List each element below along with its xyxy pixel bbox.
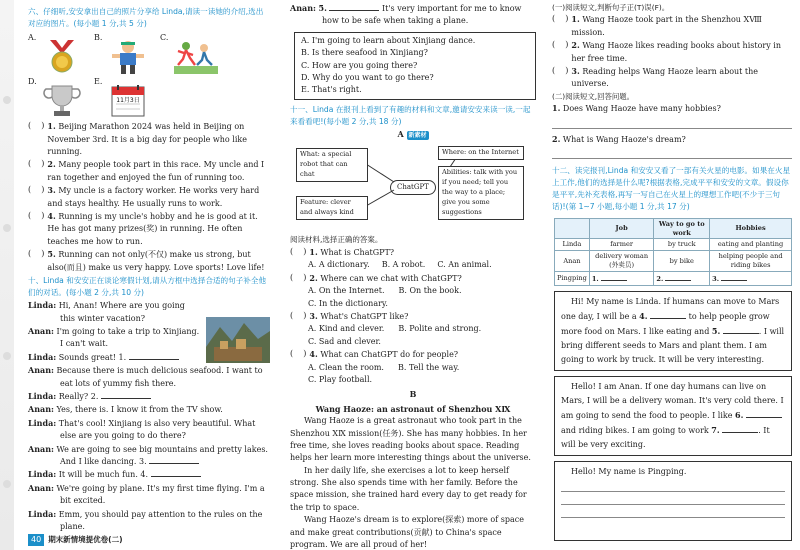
tf-item: ( ) 1. Wang Haoze took part in the Shenzhou ⅩⅧ mission. [552,14,762,37]
writing-line[interactable] [561,492,785,505]
list-item: ( ) 2. Many people took part in this race. My uncle and I ran together and enjoyed the fun of running too. [28,159,265,182]
answer-blank[interactable] [329,3,379,11]
table-row: Linda farmer by truck eating and planting [555,239,792,251]
middle-column [284,0,542,550]
xinjiang-photo [206,317,270,363]
tf-item: ( ) 3. Reading helps Wang Haoze learn about the universe. [552,66,759,89]
picture-a: A. [28,32,94,76]
part-a-label: A 新素材 [397,129,427,140]
section11-heading: 十一、Linda 在报刊上看到了有趣的材料和文章,邀请安安来读一读,一起来看看吧!(每小题 2 分,共 18 分) [290,104,531,126]
article-paragraph: Wang Haoze's dream is to explore(探索) more of space and make great contributions(贡献) to China's space program. We are all proud of her! [290,515,524,550]
question: ( ) 2. Where can we chat with ChatGPT? A. On the Internet. B. On the book. C. In the dictionary. [290,272,462,308]
table-header-row: Job Way to go to work Hobbies [555,218,792,239]
qa-item: 2. What is Wang Haoze's dream? [552,133,686,144]
picture-b: B. [94,32,160,76]
answer-blank[interactable] [151,469,201,477]
answer-blank[interactable] [650,311,686,319]
writing-line[interactable] [561,505,785,518]
section10-heading: 十、Linda 和安安正在谈论寒假计划,请从方框中选择合适的句子补全他们的对话。(每小题 2 分,共 10 分) [28,275,267,298]
dialogue-line: Linda: That's cool! Xinjiang is also very beautiful. What else are you going to do there? [28,417,256,441]
mars-jobs-table [554,218,792,286]
answer-blank[interactable] [722,425,758,433]
choice-questions [290,246,536,386]
answer-blank[interactable] [723,326,759,334]
options-box [294,32,536,100]
mind-map [290,142,536,232]
question: ( ) 4. What can ChatGPT do for people? A. Clean the room. B. Tell the way. C. Play football. [290,349,460,384]
runners-icon [174,40,218,74]
reading-instruction: 阅读材料,选择正确的答案。 [290,235,383,245]
option-item: E. That's right. [301,85,362,95]
answer-blank[interactable] [601,273,627,281]
left-column [0,0,280,550]
linda-letter: Hi! My name is Linda. If humans can move to Mars one day, I will be a 4. to help people grow more food on Mars. I like eating and 5. . I will bring different seeds to Mars and plant them. I am going to work by truck. It will be very interesting. [554,291,792,371]
svg-text:11月3日: 11月3日 [116,97,140,105]
dialogue-line: Anan: Yes, there is. I know it from the TV show. [28,404,223,415]
picture-c: C. [160,32,226,76]
qa-heading: (二)阅读短文,回答问题。 [552,91,635,101]
list-item: ( ) 3. My uncle is a factory worker. He works very hard and stays healthy. He usually runs to work. [28,185,260,208]
option-item: A. I'm going to learn about Xinjiang dance. [301,35,476,45]
answer-line[interactable] [552,146,792,159]
table-row: Anan delivery woman (外卖员) by bike helping people and riding bikes [555,251,792,272]
dialogue-line: Linda: Sounds great! 1. [28,351,270,364]
writing-line[interactable] [561,479,785,492]
worker-icon [108,40,148,74]
dialogue-line: Anan: 5. It's very important for me to know how to be safe when taking a plane. [290,3,522,26]
page-number: 40 [28,534,44,546]
pingping-letter: Hello! My name is Pingping. [554,461,792,541]
question: ( ) 3. What's ChatGPT like? A. Kind and clever. B. Polite and strong. C. Sad and clever. [290,310,482,346]
anan-letter: Hello! I am Anan. If one day humans can live on Mars, I will be a delivery woman. It's very cold there. I am going to send the food to people. I like 6. and riding bikes. I am going to work 7. . It will be very exciting. [554,376,792,456]
picture-options [28,32,270,120]
mind-where: Where: on the Internet [438,146,524,160]
answer-blank[interactable] [101,391,151,399]
answer-blank[interactable] [721,273,747,281]
option-item: D. Why do you want to go there? [301,72,434,82]
answer-line[interactable] [552,116,792,129]
dialogue-line: Linda: It will be much fun. 4. [28,468,270,481]
article-paragraph: Wang Haoze is a great astronaut who took part in the Shenzhou ⅩⅨ mission(任务). She has many hobbies. In her free time, she loves reading books about space. Reading helps her learn more interesting things about the universe. [290,416,531,463]
dialogue-line: Anan: Because there is much delicious seafood. I want to eat lots of yummy fish there. [28,365,263,388]
list-item: ( ) 4. Running is my uncle's hobby and he is good at it. He has got many prizes(奖) in running. He often teaches me how to run. [28,211,258,246]
article-title: Wang Haoze: an astronaut of Shenzhou ⅩⅨ [315,403,511,414]
table-row: Pingping 1. 2. 3. [555,272,792,286]
mind-feature: Feature: clever and always kind [296,196,368,220]
page-footer [28,534,123,546]
calendar-icon [108,84,148,118]
answer-blank[interactable] [665,273,691,281]
answer-blank[interactable] [149,456,199,464]
mind-center: ChatGPT [390,180,436,195]
dialogue [28,299,270,533]
part-b-label: B [409,389,417,400]
dialogue-line: Linda: Really? 2. [28,390,270,403]
tf-heading: (一)阅读短文,判断句子正(T)误(F)。 [552,3,670,12]
picture-e: E. 11月3日 [94,76,160,120]
trophy-icon [42,84,82,118]
option-item: C. How are you going there? [301,60,418,70]
answer-blank[interactable] [746,410,782,418]
right-column [546,0,800,550]
new-material-tag: 新素材 [408,132,427,140]
option-item: B. Is there seafood in Xinjiang? [301,48,428,58]
list-item: ( ) 5. Running can not only(不仅) make us strong, but also(而且) make us very happy. Love sports! Love life! [28,249,265,272]
article-paragraph: In her daily life, she exercises a lot to keep herself strong. She also spends time with her family. Before the space mission, she trained hard every day to get ready for the trip to space. [290,465,527,512]
dialogue-line: Linda: Emm, you should pay attention to the rules on the plane. [28,508,263,531]
picture-d: D. [28,76,94,120]
mind-what: What: a special robot that can chat [296,148,368,182]
dialogue-line: Anan: We are going to see big mountains and pretty lakes. And I like dancing. 3. [28,443,268,466]
footer-title: 期末新情境提优卷(二) [48,534,123,544]
dialogue-line: Linda: Hi, Anan! Where are you going this winter vacation? [28,300,185,323]
answer-blank[interactable] [129,352,179,360]
tf-item: ( ) 2. Wang Haoze likes reading books about history in her free time. [552,40,781,63]
section6-heading: 六、仔细听,安安拿出自己的照片分享给 Linda,请读一读她的介绍,选出对应的图片。(每小题 1 分,共 5 分) [28,7,264,29]
list-item: ( ) 1. Beijing Marathon 2024 was held in Beijing on November 3rd. It is a big day for people who like running. [28,121,247,157]
dialogue-line: Anan: We're going by plane. It's my first time flying. I'm a bit excited. [28,482,265,506]
section12-heading: 十二、读完报刊,Linda 和安安又看了一部有关火星的电影。如果在火星上工作,他们的选择是什么呢?根据表格,完成平平和安安的文章。假设你是平平,先补充表格,再写一写自己在火星上的理想工作吧(不少于三句话)!(第 1~7 小题,每小题 1 分,共 17 分) [552,166,791,212]
section6-items [28,120,270,274]
medal-icon [42,40,82,74]
question: ( ) 1. What is ChatGPT? A. A dictionary. B. A robot. C. An animal. [290,247,492,270]
mind-abilities: Abilities: talk with you if you need; tell you the way to a place; give you some suggestions [438,166,524,219]
dialogue-line: Anan: I'm going to take a trip to Xinjiang. I can't wait. [28,326,200,349]
qa-item: 1. Does Wang Haoze have many hobbies? [552,103,721,114]
